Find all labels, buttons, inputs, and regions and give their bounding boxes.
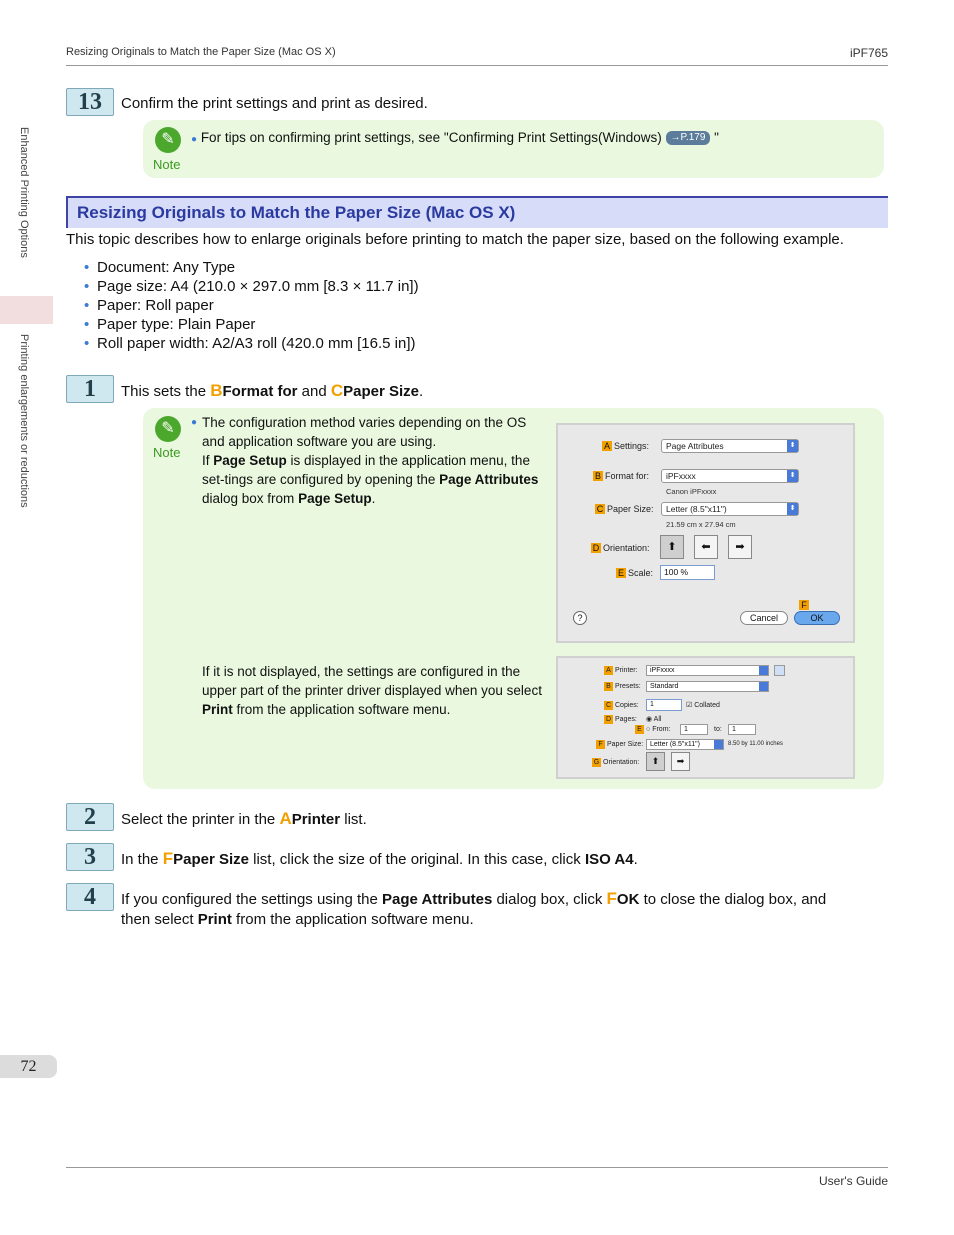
- landscape-orientation-icon[interactable]: ➡: [671, 752, 690, 771]
- callout-letter-f: F: [162, 849, 174, 868]
- list-item: • Page size: A4 (210.0 × 297.0 mm [8.3 × 11.7 in]): [84, 278, 419, 295]
- sidebar-tab-marker: [0, 296, 53, 324]
- page-number: 72: [0, 1055, 57, 1078]
- paper-size-dropdown[interactable]: Letter (8.5"x11"): [646, 739, 724, 750]
- printer-dropdown[interactable]: iPFxxxx: [646, 665, 769, 676]
- note-label: Note: [153, 445, 181, 460]
- help-icon[interactable]: ?: [573, 611, 587, 625]
- list-item: • Paper: Roll paper: [84, 297, 214, 314]
- note-2-text: ● The configuration method varies depending on the OS and application software you are using. If Page Setup is displayed in the application menu, the set-tings are configured by opening the Page Attributes dialog box from Page Setup.: [191, 415, 539, 506]
- step-3-text: In the FPaper Size list, click the size of the original. In this case, click ISO A4.: [121, 849, 638, 868]
- footer-divider: [66, 1167, 888, 1168]
- page-reference-link[interactable]: →P.179: [666, 131, 711, 145]
- section-title: Resizing Originals to Match the Paper Size (Mac OS X): [77, 203, 516, 222]
- cancel-button[interactable]: Cancel: [740, 611, 788, 625]
- note-label: Note: [153, 157, 181, 172]
- paper-size-label: C Paper Size:: [596, 504, 654, 514]
- step-13-text: Confirm the print settings and print as desired.: [121, 95, 428, 112]
- callout-letter-c: C: [330, 381, 344, 400]
- printer-label: A Printer:: [604, 666, 638, 675]
- paper-size-dimensions: 8.50 by 11.00 inches: [728, 741, 783, 747]
- note-2-text-alt: If it is not displayed, the settings are configured in the upper part of the printer driver displayed when you select Print from the application software menu.: [202, 664, 542, 717]
- landscape-left-orientation-icon[interactable]: ⬅: [694, 535, 718, 559]
- paper-size-dropdown[interactable]: Letter (8.5"x11") ⬍: [661, 502, 799, 516]
- bullet-dot: ●: [191, 417, 198, 428]
- format-for-description: Canon iPFxxxx: [666, 487, 717, 496]
- copies-input[interactable]: 1: [646, 699, 682, 711]
- presets-dropdown[interactable]: Standard: [646, 681, 769, 692]
- presets-label: B Presets:: [604, 682, 641, 691]
- bullet-dot: ●: [191, 134, 198, 145]
- note-1-close-quote: ": [714, 130, 719, 145]
- pages-to-label: to:: [714, 726, 722, 733]
- header-divider: [66, 65, 888, 66]
- sidebar-subsection-label: Printing enlargements or reductions: [18, 334, 30, 508]
- example-bullet-list: [84, 258, 419, 353]
- step-number-2: 2: [66, 803, 114, 831]
- list-item: • Roll paper width: A2/A3 roll (420.0 mm [16.5 in]): [84, 335, 416, 352]
- step-number-13: 13: [66, 88, 114, 116]
- step-4-text: If you configured the settings using the Page Attributes dialog box, click FOK to close the dialog box, and then select Print from the application software menu.: [121, 889, 827, 928]
- settings-label: A Settings:: [603, 441, 650, 451]
- running-header-model: iPF765: [849, 46, 888, 60]
- list-item: • Paper type: Plain Paper: [84, 316, 256, 333]
- portrait-orientation-icon[interactable]: ⬆: [660, 535, 684, 559]
- expand-dialog-button[interactable]: [774, 665, 785, 676]
- landscape-right-orientation-icon[interactable]: ➡: [728, 535, 752, 559]
- pages-from-input[interactable]: 1: [680, 724, 708, 735]
- pages-all-radio[interactable]: ◉ All: [646, 716, 662, 723]
- print-dialog: [556, 656, 855, 779]
- note-1-body: For tips on confirming print settings, see "Confirming Print Settings(Windows): [200, 130, 662, 145]
- orientation-label: G Orientation:: [593, 759, 640, 766]
- scale-label: E Scale:: [617, 568, 654, 578]
- callout-letter-f: F: [606, 889, 617, 908]
- portrait-orientation-icon[interactable]: ⬆: [646, 752, 665, 771]
- callout-tag-f: F: [799, 600, 809, 610]
- scale-input[interactable]: 100 %: [660, 565, 715, 580]
- copies-label: C Copies:: [605, 702, 639, 709]
- note-1-text: [191, 128, 719, 149]
- step-number-3: 3: [66, 843, 114, 871]
- step-number-4: 4: [66, 883, 114, 911]
- section-intro: This topic describes how to enlarge originals before printing to match the paper size, based on the following example.: [66, 231, 844, 248]
- sidebar-section-label: Enhanced Printing Options: [18, 127, 30, 258]
- pages-to-input[interactable]: 1: [728, 724, 756, 735]
- step-2-text: Select the printer in the APrinter list.: [121, 809, 367, 828]
- format-for-dropdown[interactable]: iPFxxxx ⬍: [661, 469, 799, 483]
- step-number-1: 1: [66, 375, 114, 403]
- callout-letter-a: A: [279, 809, 292, 828]
- pages-from-radio[interactable]: E ○ From:: [635, 725, 670, 734]
- collated-checkbox[interactable]: ☑ Collated: [686, 702, 720, 709]
- callout-letter-b: B: [210, 381, 223, 400]
- pages-label: D Pages:: [605, 716, 637, 723]
- page-attributes-dialog: [556, 423, 855, 643]
- paper-size-dimensions: 21.59 cm x 27.94 cm: [666, 520, 736, 529]
- note-pencil-icon: ✎: [155, 416, 181, 442]
- note-pencil-icon: ✎: [155, 127, 181, 153]
- paper-size-label: F Paper Size:: [596, 740, 643, 749]
- ok-button[interactable]: OK: [794, 611, 840, 625]
- step-1-text: This sets the BFormat for and CPaper Size.: [121, 381, 424, 400]
- running-header-title: Resizing Originals to Match the Paper Size (Mac OS X): [66, 46, 336, 58]
- orientation-label: D Orientation:: [592, 543, 650, 553]
- settings-dropdown[interactable]: Page Attributes ⬍: [661, 439, 799, 453]
- format-for-label: B Format for:: [594, 471, 650, 481]
- list-item: • Document: Any Type: [84, 259, 236, 276]
- footer-guide-title: User's Guide: [819, 1174, 888, 1188]
